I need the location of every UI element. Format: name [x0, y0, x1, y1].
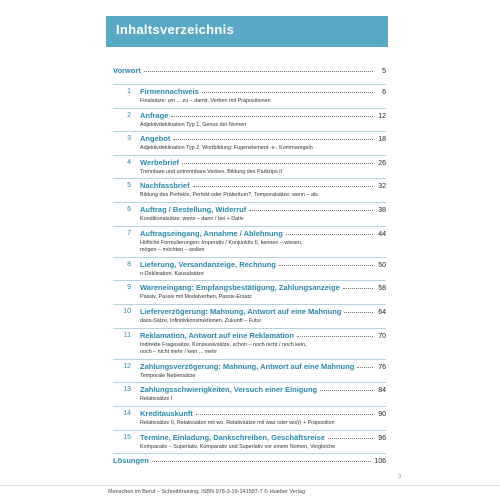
dot-leader	[279, 259, 373, 266]
toc-entry-subtopics: Komparativ – Superlativ, Komparativ und Superlativ vor einem Nomen, Vergleiche	[140, 443, 336, 450]
page-title: Inhaltsverzeichnis	[116, 22, 235, 37]
toc-entry-title: Lieferverzögerung: Mahnung, Antwort auf eine Mahnung	[140, 306, 342, 316]
divider	[113, 84, 386, 85]
dot-leader	[357, 361, 373, 368]
toc-page-number: 26	[378, 159, 386, 167]
toc-entry-number: 12	[123, 362, 131, 370]
dot-leader	[249, 204, 373, 211]
toc-entry-subtopics: mögen – möchten – wollen	[140, 247, 205, 254]
toc-page-number: 70	[378, 332, 386, 340]
toc-entry-title: Lieferung, Versandanzeige, Rechnung	[140, 259, 276, 269]
page-number: 3	[398, 474, 402, 480]
dot-leader	[343, 282, 373, 289]
toc-vorwort[interactable]	[113, 66, 386, 82]
divider	[113, 108, 386, 109]
toc-entry[interactable]	[113, 181, 386, 200]
toc-entry-title: Wareneingang: Empfangsbestätigung, Zahlungsanzeige	[140, 283, 340, 293]
toc-page-number: 18	[378, 136, 386, 144]
toc-entry-title: Angebot	[140, 134, 171, 144]
toc-entry-subtopics: n-Deklination, Kausalsätze	[140, 270, 204, 277]
toc-entry[interactable]	[113, 205, 386, 224]
toc-entry-title: Reklamation, Antwort auf eine Reklamation	[140, 330, 294, 340]
dot-leader	[297, 330, 373, 337]
toc-entry-subtopics: Adjektivdeklination Typ 2, Wortbildung: Fugenelement -s-, Kommaregeln	[140, 145, 313, 152]
divider	[113, 304, 386, 305]
divider	[113, 178, 386, 179]
toc-entry-subtopics: Trennbare und untrennbare Verben, Bildung des Partizips II	[140, 168, 283, 175]
toc-entry-number: 7	[127, 229, 131, 237]
toc-entry-title: Nachfassbrief	[140, 181, 190, 191]
dot-leader	[144, 65, 373, 72]
toc-entry-number: 1	[127, 88, 131, 95]
toc-entry[interactable]	[113, 433, 386, 452]
toc-page-number: 76	[378, 363, 386, 371]
divider	[113, 131, 386, 132]
toc-entry-subtopics: Bildung des Perfekts, Perfekt oder Präteritum?, Temporalsätze: wenn – als	[140, 192, 318, 199]
dot-leader	[152, 455, 371, 462]
toc-page-number: 38	[378, 206, 386, 214]
divider	[113, 280, 386, 281]
toc-entry-number: 14	[123, 409, 131, 417]
header-band	[106, 16, 388, 47]
toc-entry[interactable]	[113, 385, 386, 404]
dot-leader	[320, 384, 373, 391]
toc-entry-subtopics: Relativsätze II, Relativsätze mit wo, Relativsätze mit was oder wo(r) + Präposition	[140, 419, 335, 426]
toc-page-number: 58	[378, 285, 386, 293]
toc-entries	[113, 87, 386, 454]
toc-entry-subtopics: Relativsätze I	[140, 396, 173, 403]
dot-leader	[171, 110, 373, 117]
divider	[113, 328, 386, 329]
toc-page-number: 84	[378, 387, 386, 395]
toc-entry[interactable]	[113, 409, 386, 428]
toc-entry-subtopics: Konditionalsätze: wenn – dann / bei + Dativ	[140, 215, 244, 222]
toc-entry-subtopics: Adjektivdeklination Typ 1, Genus der Nomen	[140, 121, 247, 128]
toc-page-number: 44	[378, 230, 386, 238]
toc-entry-number: 2	[127, 111, 131, 119]
toc-entry-title: Firmennachweis	[140, 87, 199, 96]
toc-page-number: 96	[378, 434, 386, 442]
toc-entry[interactable]	[113, 283, 386, 302]
divider	[113, 257, 386, 258]
toc-entry[interactable]	[113, 229, 386, 255]
toc-page-number: 50	[378, 261, 386, 269]
divider	[113, 155, 386, 156]
toc-entry[interactable]	[113, 111, 386, 130]
toc-entry-title: Termine, Einladung, Dankschreiben, Geschäftsreise	[140, 432, 325, 442]
divider	[113, 382, 386, 383]
dot-leader	[286, 228, 373, 235]
dot-leader	[182, 157, 373, 164]
toc-entry-number: 4	[127, 158, 131, 166]
toc-entry-subtopics: noch – nicht mehr / kein ... mehr	[140, 349, 218, 356]
toc-entry-title: Anfrage	[140, 110, 169, 120]
footer-text: Menschen im Beruf – Schreibtraining, ISBN 978-3-19-141587-7 © Hueber Verlag	[108, 489, 305, 495]
toc-entry-subtopics: Höfliche Formulierungen: Imperativ / Konjunktiv II, kennen – wissen,	[140, 239, 303, 246]
toc-entry-number: 3	[127, 135, 131, 143]
toc-entry-number: 10	[123, 307, 131, 315]
toc-loesungen[interactable]	[113, 456, 386, 471]
toc-entry-title: Zahlungsverzögerung: Mahnung, Antwort auf eine Mahnung	[140, 361, 355, 371]
toc-entry-title: Auftragseingang, Annahme / Ablehnung	[140, 228, 283, 238]
toc-entry[interactable]	[113, 158, 386, 177]
divider	[113, 202, 386, 203]
dot-leader	[328, 432, 373, 439]
toc-vorwort-title: Vorwort	[113, 66, 141, 75]
dot-leader	[196, 408, 373, 415]
toc-entry[interactable]	[113, 260, 386, 279]
toc-entry-title: Auftrag / Bestellung, Widerruf	[140, 204, 247, 214]
divider	[113, 406, 386, 407]
toc-entry-subtopics: Finalsätze: um ... zu – damit, Verben mit Präpositionen	[140, 98, 271, 104]
toc-entry[interactable]	[113, 307, 386, 326]
divider	[113, 226, 386, 227]
toc-entry-number: 5	[127, 182, 131, 190]
toc-entry[interactable]	[113, 134, 386, 153]
divider	[113, 359, 386, 360]
toc-entry-subtopics: dass-Sätze, Infinitivkonstruktionen, Zukunft – Futur	[140, 317, 262, 324]
toc-entry[interactable]	[113, 331, 386, 357]
divider	[113, 430, 386, 431]
toc-entry[interactable]	[113, 362, 386, 381]
toc-page-number: 5	[382, 68, 386, 75]
dot-leader	[173, 133, 373, 140]
toc-entry-number: 13	[123, 386, 131, 394]
toc-entry-title: Zahlungsschwierigkeiten, Versuch einer Einigung	[140, 385, 318, 395]
toc-entry-subtopics: Passiv, Passiv mit Modalverben, Passiv-Ersatz	[140, 294, 252, 301]
toc-page-number: 64	[378, 308, 386, 316]
toc-entry[interactable]	[113, 87, 386, 106]
toc-page-number: 106	[374, 458, 386, 466]
footer-rule	[0, 485, 500, 486]
toc-entry-subtopics: Indirekte Fragesätze, Konzessivsätze, schon – noch nicht / noch kein,	[140, 341, 307, 348]
divider	[113, 453, 386, 454]
toc-page-number: 12	[378, 112, 386, 120]
toc-entry-number: 11	[123, 331, 131, 339]
toc-entry-number: 9	[127, 284, 131, 292]
dot-leader	[344, 306, 373, 313]
toc-entry-number: 8	[127, 260, 131, 268]
dot-leader	[202, 86, 373, 93]
toc-entry-title: Werbebrief	[140, 157, 180, 167]
toc-entry-subtopics: Temporale Nebensätze	[140, 372, 196, 379]
dot-leader	[193, 180, 373, 187]
table-of-contents	[113, 66, 386, 471]
toc-entry-number: 6	[127, 205, 131, 213]
toc-page-number: 32	[378, 183, 386, 191]
toc-entry-number: 15	[123, 433, 131, 441]
toc-page-number: 90	[378, 410, 386, 418]
toc-loesungen-title: Lösungen	[113, 456, 149, 466]
toc-page-number: 6	[382, 89, 386, 96]
toc-entry-title: Kreditauskunft	[140, 408, 193, 418]
